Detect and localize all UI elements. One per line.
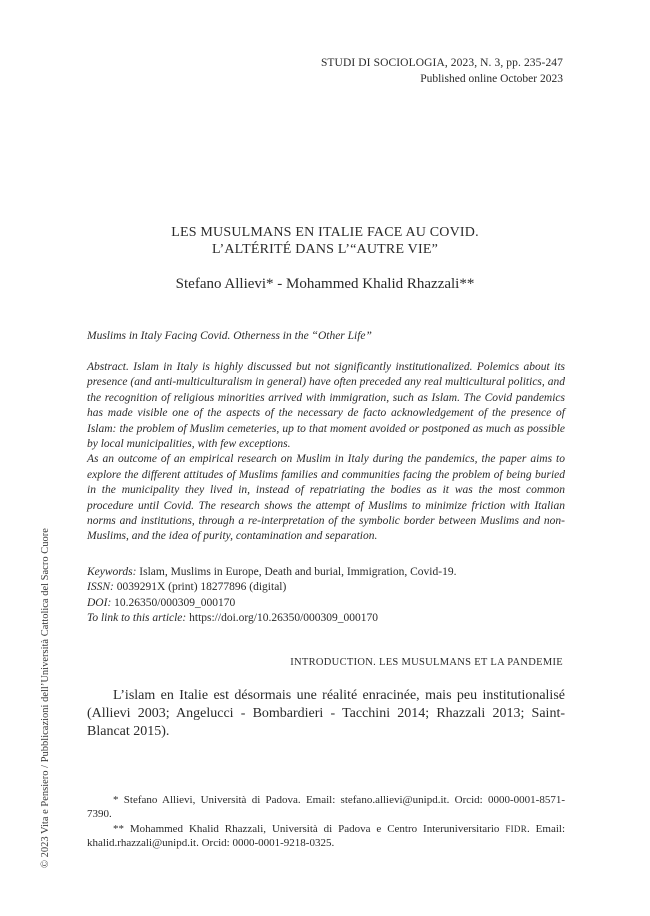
section-heading: INTRODUCTION. LES MUSULMANS ET LA PANDEMIE <box>290 657 563 668</box>
footnotes <box>87 793 565 850</box>
issn-value: 0039291X (print) 18277896 (digital) <box>116 581 287 594</box>
body-paragraph: L’islam en Italie est désormais une réalité enracinée, mais peu institutionalisé (Allievi 2003; Angelucci - Bombardieri - Tacchini 2014; Rhazzali 2013; Saint-Blancat 2015). <box>87 688 565 739</box>
doi-label: DOI: <box>87 596 112 609</box>
footnote-2-text: ** Mohammed Khalid Rhazzali, Università di Padova e Centro Interuniversitario <box>113 822 506 835</box>
authors: Stefano Allievi* - Mohammed Khalid Rhazzali** <box>175 276 475 292</box>
footnote-2-text-end: . Email: khalid.rhazzali@unipd.it. Orcid: 0000-0001-9218-0325. <box>87 822 566 849</box>
issn-line <box>87 580 565 595</box>
doi-value: 10.26350/000309_000170 <box>114 596 236 609</box>
abstract <box>87 360 565 545</box>
footnote-2 <box>87 822 565 851</box>
article-title-line2: L’ALTÉRITÉ DANS L’“AUTRE VIE” <box>211 242 439 257</box>
abstract-paragraph: As an outcome of an empirical research on Muslim in Italy during the pandemics, the paper aims to explore the different attitudes of Muslims families and communities facing the problem of being buried in the municipality they lived in, instead of repatriating the bodies as it was the most common procedure until Covid. The research shows the attempt of Muslims to minimize friction with Italian norms and institutions, through a re-interpretation of the symbolic border between Muslims and non-Muslims, and the idea of purity, contamination and separation. <box>87 453 565 543</box>
english-title: Muslims in Italy Facing Covid. Otherness in the “Other Life” <box>87 330 372 342</box>
keywords-value: Islam, Muslims in Europe, Death and burial, Immigration, Covid-19. <box>139 566 457 578</box>
abstract-paragraph: Abstract. Islam in Italy is highly discussed but not significantly institutionalized. Polemics about its presence (and anti-multiculturalism in general) have often preceded any real multicultural politics, and the recognition of religious minorities arrived with immigration, such as Islam. The Covid pandemics has made visible one of the aspects of the necessary de facto acknowledgement of the presence of Islam: the problem of Muslim cemeteries, up to that moment avoided or postponed as much as possible by local municipalities, with few exceptions. <box>87 361 565 451</box>
journal-citation: STUDI DI SOCIOLOGIA, 2023, N. 3, pp. 235-247 <box>320 57 563 69</box>
keywords-label: Keywords: <box>87 566 137 578</box>
article-title-line1: LES MUSULMANS EN ITALIE FACE AU COVID. <box>171 225 479 240</box>
issn-label: ISSN: <box>87 581 114 594</box>
article-link[interactable]: https://doi.org/10.26350/000309_000170 <box>189 612 379 625</box>
link-label: To link to this article: <box>87 612 187 625</box>
copyright-notice: © 2023 Vita e Pensiero / Pubblicazioni dell’Università Cattolica del Sacro Cuore <box>40 528 51 868</box>
footnote-2-acronym: FIDR <box>505 823 528 834</box>
footnote-1: * Stefano Allievi, Università di Padova. Email: stefano.allievi@unipd.it. Orcid: 0000-0001-8571-7390. <box>87 794 565 821</box>
keywords-line <box>87 565 565 580</box>
article-metadata <box>87 565 565 627</box>
publication-date: Published online October 2023 <box>420 73 563 85</box>
doi-line <box>87 596 565 611</box>
link-line <box>87 611 565 626</box>
